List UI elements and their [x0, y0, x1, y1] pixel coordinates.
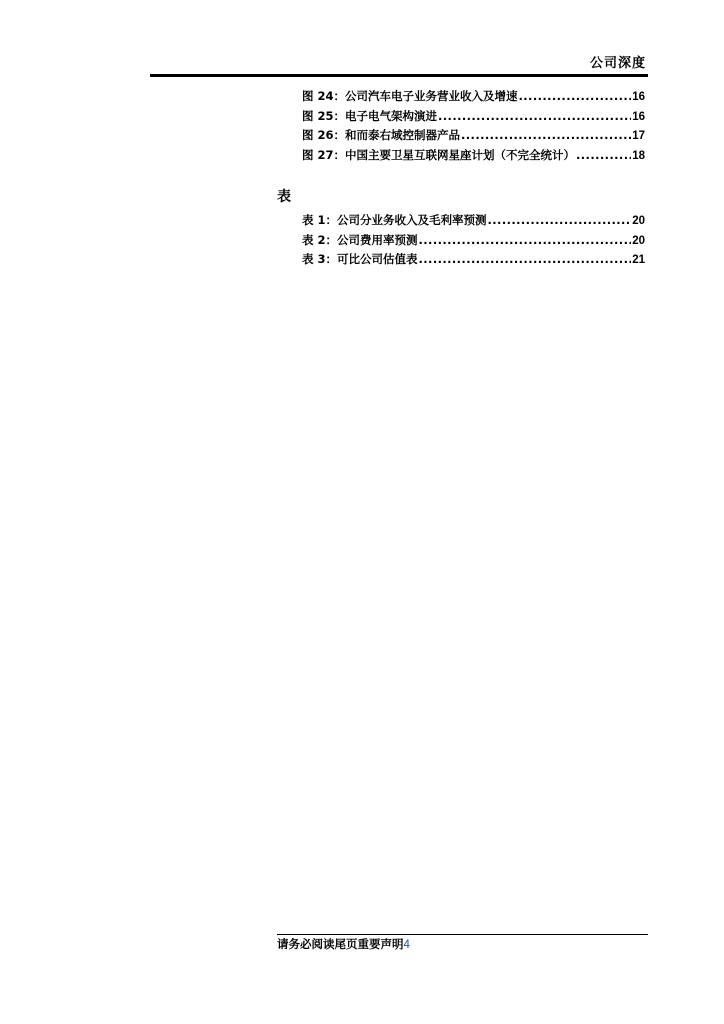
toc-leader-dots — [488, 213, 632, 227]
toc-entry-page: 16 — [632, 110, 645, 123]
figure-toc-list — [302, 88, 645, 166]
header-divider — [150, 74, 648, 77]
toc-entry-figure-24[interactable] — [302, 88, 645, 108]
toc-entry-page: 20 — [632, 234, 645, 247]
toc-entry-label: 表 3：可比公司估值表 — [302, 252, 418, 267]
footer-notice: 请务必阅读尾页重要声明 — [277, 937, 404, 951]
toc-leader-dots — [461, 128, 631, 142]
footer-page-number: 4 — [403, 939, 410, 951]
footer-divider — [277, 934, 648, 935]
toc-entry-figure-26[interactable] — [302, 127, 645, 147]
toc-leader-dots — [519, 89, 632, 103]
tables-section-heading: 表 — [277, 189, 291, 205]
toc-entry-label: 表 2：公司费用率预测 — [302, 232, 418, 247]
toc-entry-label: 表 1：公司分业务收入及毛利率预测 — [302, 213, 487, 227]
toc-entry-label: 图 27：中国主要卫星互联网星座计划（不完全统计） — [302, 147, 576, 162]
toc-entry-label: 图 24：公司汽车电子业务营业收入及增速 — [302, 89, 518, 103]
toc-entry-page: 20 — [632, 215, 645, 227]
toc-leader-dots — [438, 109, 631, 123]
toc-entry-figure-27[interactable] — [302, 147, 645, 167]
toc-entry-page: 17 — [632, 130, 645, 143]
toc-entry-label: 图 26：和而泰右域控制器产品 — [302, 128, 461, 143]
toc-entry-table-2[interactable] — [302, 232, 645, 252]
toc-leader-dots — [419, 233, 632, 247]
toc-entry-page: 16 — [632, 91, 645, 103]
header-title: 公司深度 — [589, 56, 646, 71]
table-toc-list — [302, 212, 645, 271]
toc-entry-page: 18 — [632, 149, 645, 162]
toc-leader-dots — [576, 148, 631, 162]
toc-entry-figure-25[interactable] — [302, 108, 645, 128]
footer-line — [277, 936, 410, 952]
toc-entry-page: 21 — [632, 254, 645, 267]
toc-leader-dots — [419, 252, 632, 266]
toc-entry-table-1[interactable] — [302, 212, 645, 232]
toc-entry-table-3[interactable] — [302, 251, 645, 271]
toc-entry-label: 图 25：电子电气架构演进 — [302, 108, 438, 123]
